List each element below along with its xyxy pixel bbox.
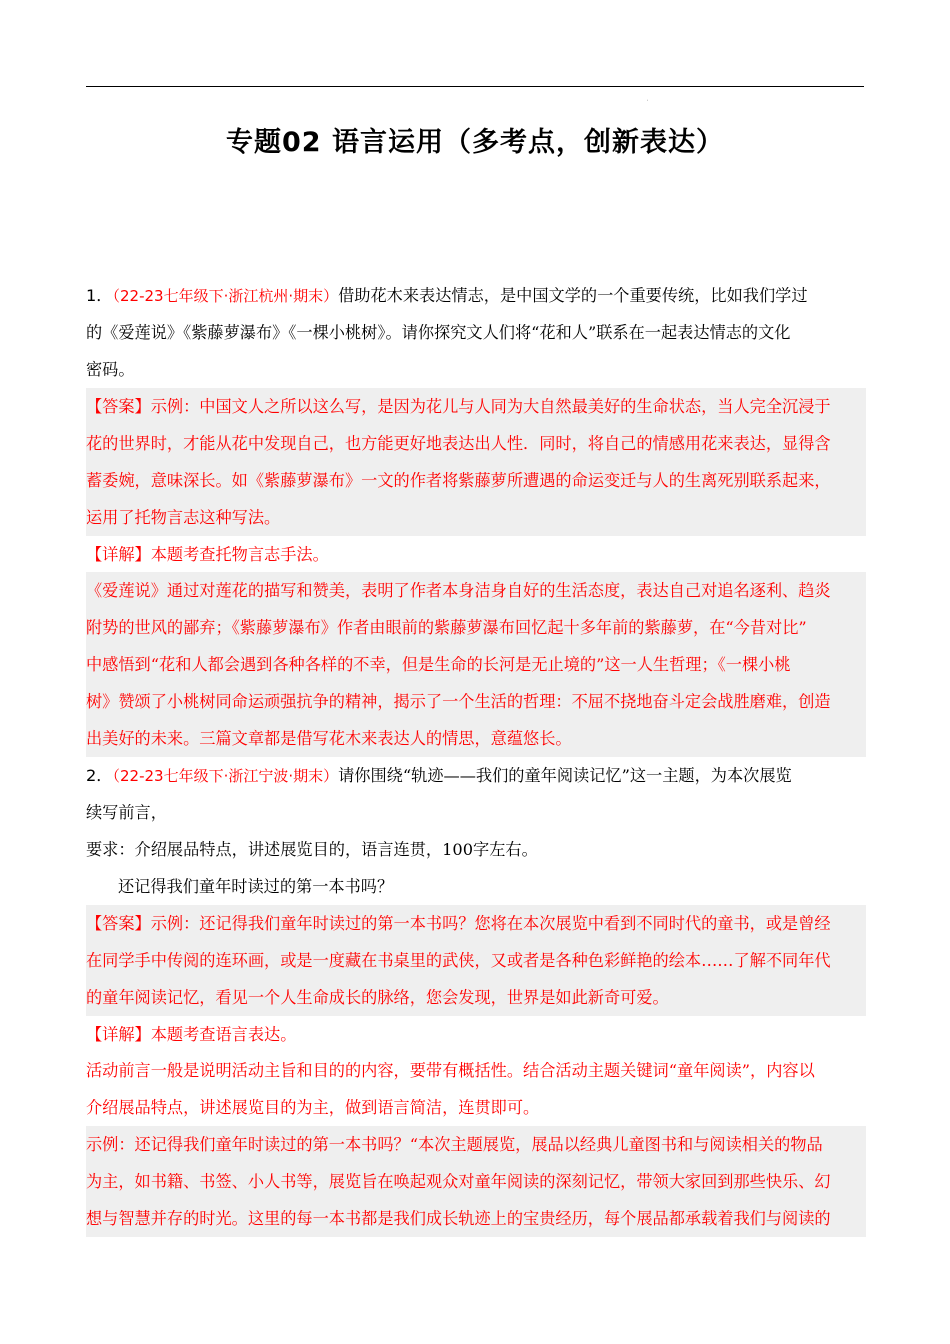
q1-stem-line-3: 密码。 xyxy=(86,360,135,379)
q1-detail-line-5: 出美好的未来。三篇文章都是借写花木来表达人的情思，意蕴悠长。 xyxy=(86,720,866,757)
q2-detail-heading: 【详解】本题考查语言表达。 xyxy=(86,1025,297,1044)
q2-detail-line-2: 介绍展品特点，讲述展览目的为主，做到语言简洁，连贯即可。 xyxy=(86,1098,540,1117)
q2-answer-line-1: 【答案】示例：还记得我们童年时读过的第一本书吗？您将在本次展览中看到不同时代的童书，或是曾经 xyxy=(86,905,866,942)
q2-number: 2． xyxy=(86,766,113,785)
q1-detail-line-4: 树》赞颂了小桃树同命运顽强抗争的精神，揭示了一个生活的哲理：不屈不挠地奋斗定会战胜磨难，创造 xyxy=(86,683,866,720)
page-title: 专题02 语言运用（多考点，创新表达） xyxy=(226,127,724,158)
q2-source: （22-23七年级下·浙江宁波·期末） xyxy=(112,767,339,785)
q1-source: （22-23七年级下·浙江杭州·期末） xyxy=(112,287,339,305)
q1-answer-line-3: 蓄委婉，意味深长。如《紫藤萝瀑布》一文的作者将紫藤萝所遭遇的命运变迁与人的生离死别联系起来， xyxy=(86,462,866,499)
q1-stem-line-2: 的《爱莲说》《紫藤萝瀑布》《一棵小桃树》。请你探究文人们将“花和人”联系在一起表达情志的文化 xyxy=(86,323,791,342)
q1-detail-line-1: 《爱莲说》通过对莲花的描写和赞美，表明了作者本身洁身自好的生活态度，表达自己对追名逐利、趋炎 xyxy=(86,572,866,609)
q2-detail-line-4: 为主，如书籍、书签、小人书等，展览旨在唤起观众对童年阅读的深刻记忆，带领大家回到那些快乐、幻 xyxy=(86,1163,866,1200)
q2-stem-line-3: 要求：介绍展品特点，讲述展览目的，语言连贯，100字左右。 xyxy=(86,840,538,859)
q2-detail-line-5: 想与智慧并存的时光。这里的每一本书都是我们成长轨迹上的宝贵经历，每个展品都承载着我们与阅读的 xyxy=(86,1200,866,1237)
q2-preface-prompt: 还记得我们童年时读过的第一本书吗？ xyxy=(118,877,394,896)
q1-answer-line-1: 【答案】示例：中国文人之所以这么写，是因为花儿与人同为大自然最美好的生命状态，当人完全沉浸于 xyxy=(86,388,866,425)
q2-detail-line-3: 示例：还记得我们童年时读过的第一本书吗？“本次主题展览，展品以经典儿童图书和与阅读相关的物品 xyxy=(86,1126,866,1163)
q1-stem-line-1 xyxy=(86,277,866,314)
q2-stem-text: 请你围绕“轨迹——我们的童年阅读记忆”这一主题，为本次展览 xyxy=(338,766,792,785)
q1-detail-line-2: 附势的世风的鄙弃；《紫藤萝瀑布》作者由眼前的紫藤萝瀑布回忆起十多年前的紫藤萝，在“今昔对比” xyxy=(86,609,866,646)
q1-answer-line-2: 花的世界时，才能从花中发现自己，也方能更好地表达出人性．同时，将自己的情感用花来表达，显得含 xyxy=(86,425,866,462)
q1-stem-text: 借助花木来表达情志，是中国文学的一个重要传统，比如我们学过 xyxy=(338,286,808,305)
page-mark: ˙ xyxy=(646,100,649,107)
q1-detail-line-3: 中感悟到“花和人都会遇到各种各样的不幸，但是生命的长河是无止境的”这一人生哲理；《一棵小桃 xyxy=(86,646,866,683)
q2-stem-line-2: 续写前言， xyxy=(86,803,167,822)
q1-number: 1． xyxy=(86,286,113,305)
q2-answer-line-2: 在同学手中传阅的连环画，或是一度藏在书桌里的武侠，又或者是各种色彩鲜艳的绘本……了解不同年代 xyxy=(86,942,866,979)
q1-detail-heading: 【详解】本题考查托物言志手法。 xyxy=(86,545,329,564)
q2-detail-line-1: 活动前言一般是说明活动主旨和目的的内容，要带有概括性。结合活动主题关键词“童年阅读”，内容以 xyxy=(86,1061,815,1080)
q1-answer-line-4: 运用了托物言志这种写法。 xyxy=(86,499,866,536)
header-rule xyxy=(86,86,864,87)
q2-answer-line-3: 的童年阅读记忆，看见一个人生命成长的脉络，您会发现，世界是如此新奇可爱。 xyxy=(86,979,866,1016)
q2-stem-line-1 xyxy=(86,757,866,794)
